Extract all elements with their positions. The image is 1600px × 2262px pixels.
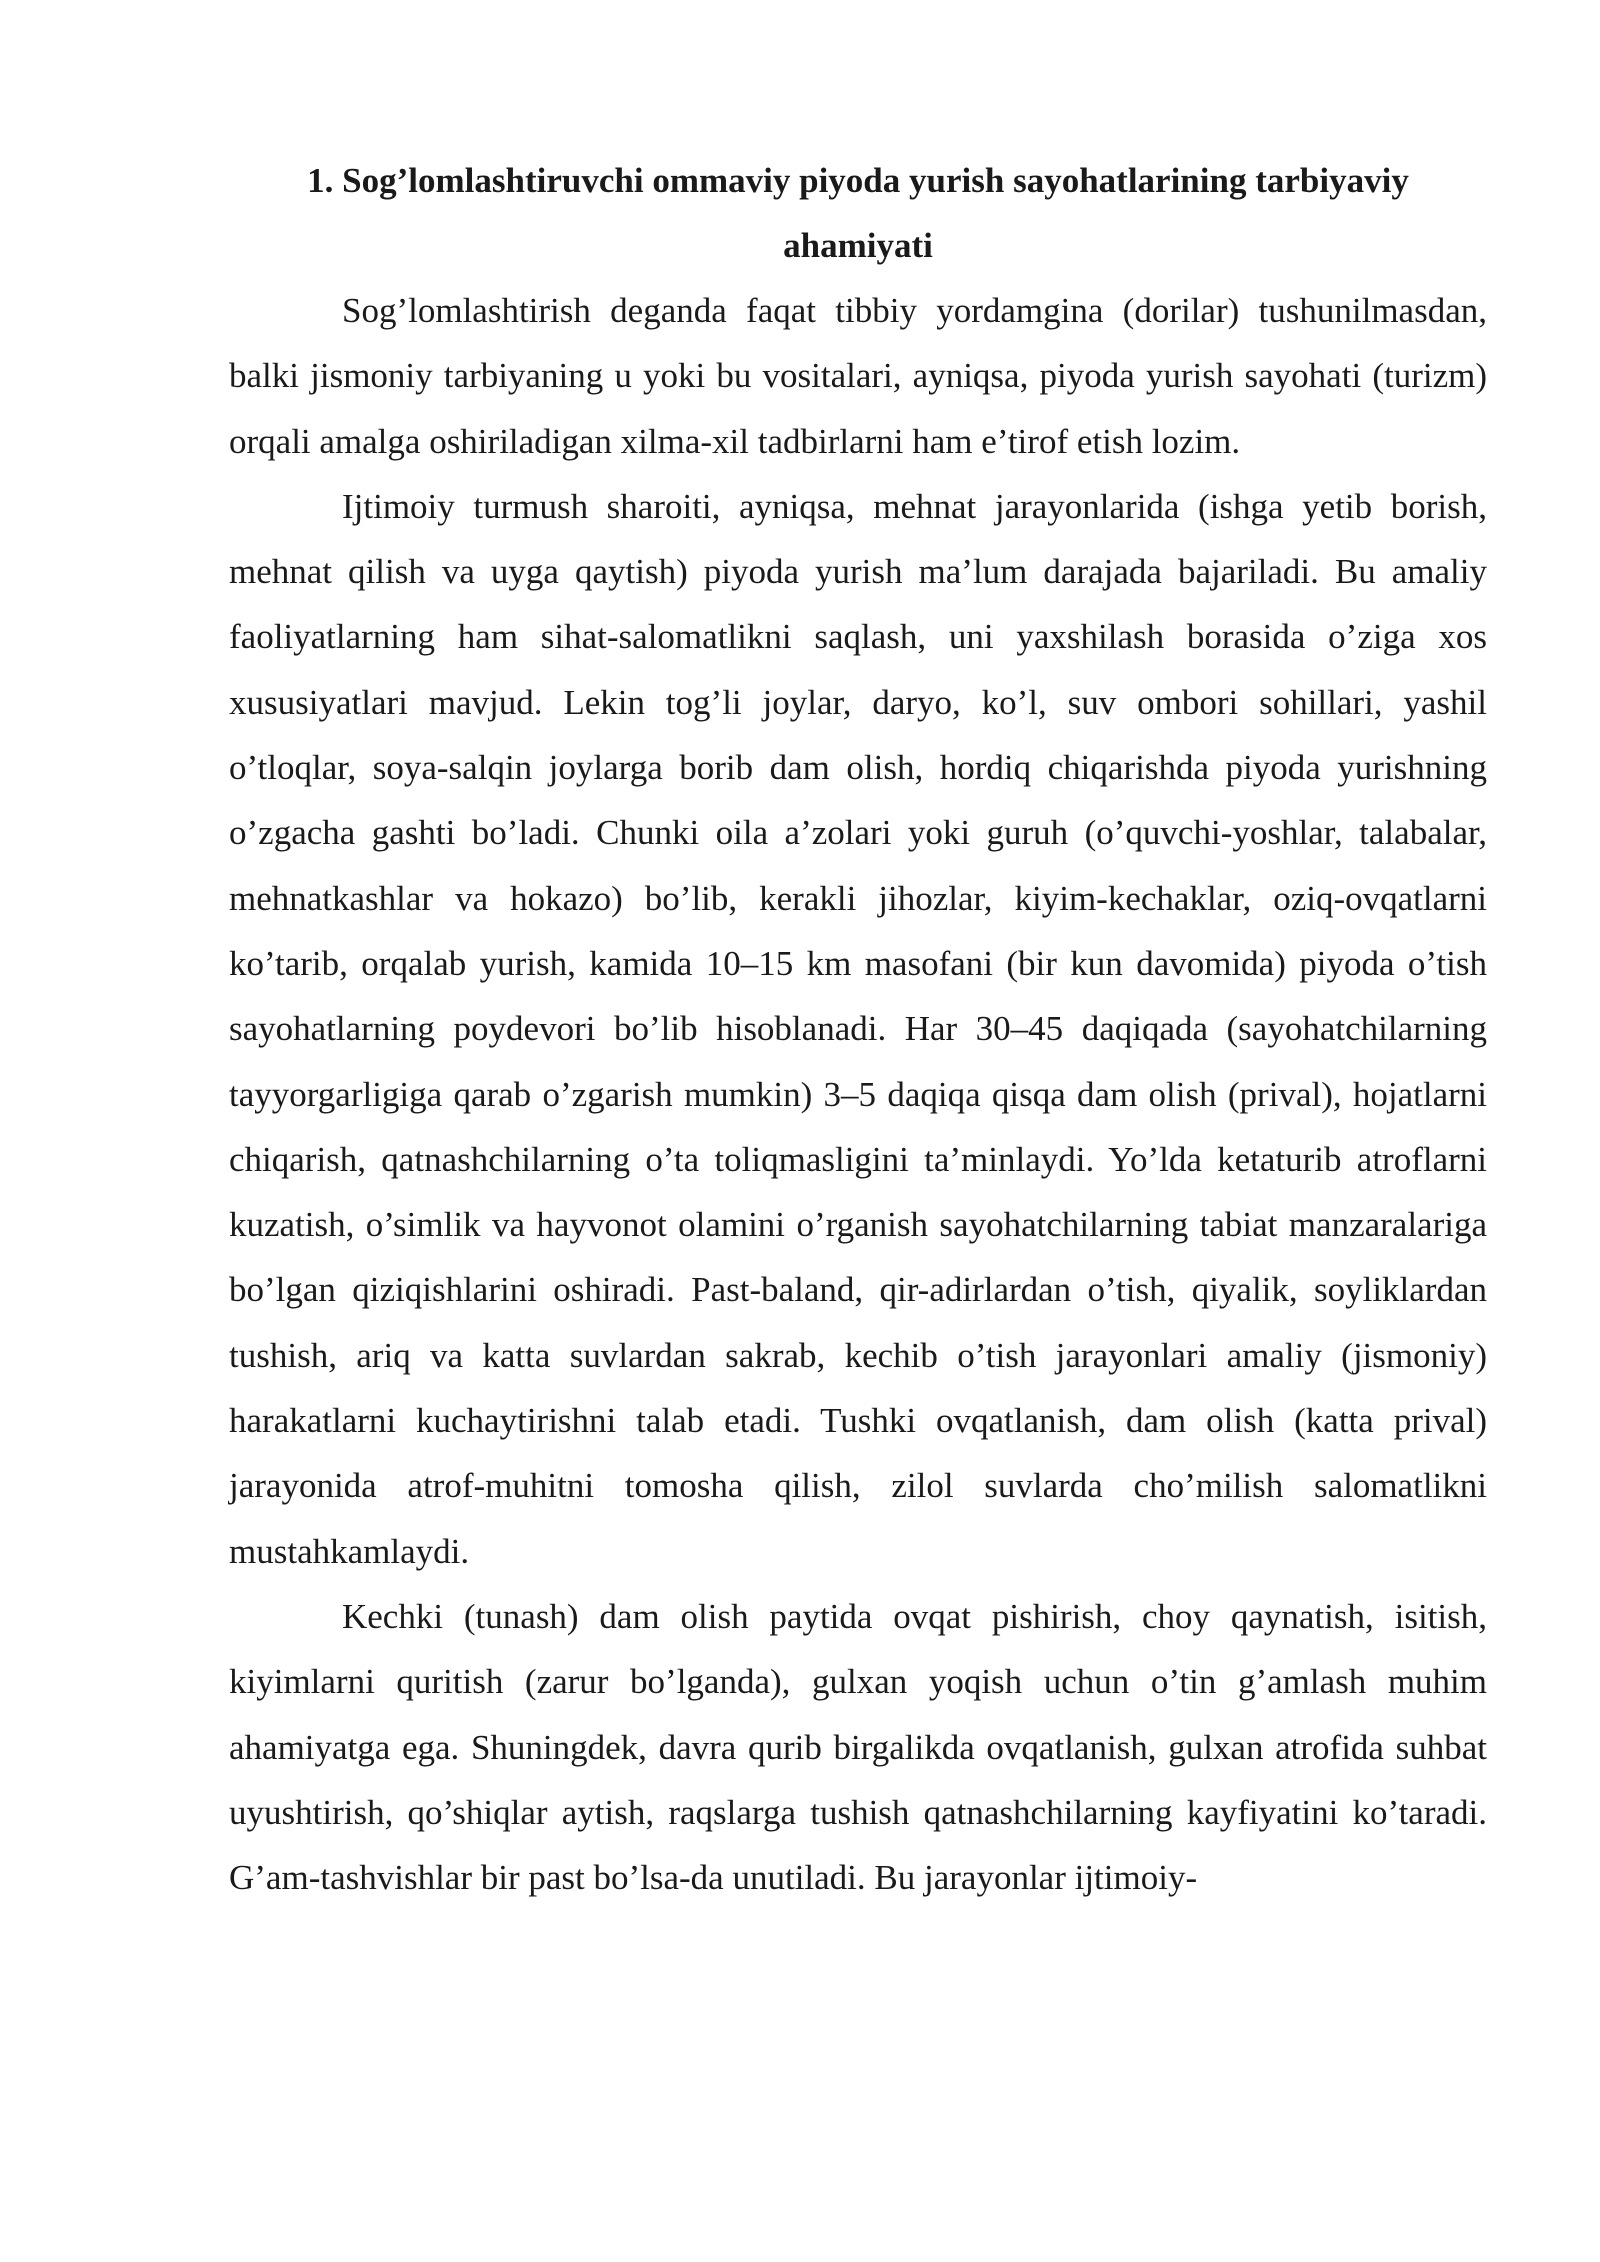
section-title: 1. Sog’lomlashtiruvchi ommaviy piyoda yurish sayohatlarining tarbiyaviy ahamiyati <box>307 161 1409 265</box>
paragraph-2: Ijtimoiy turmush sharoiti, ayniqsa, mehnat jarayonlarida (ishga yetib borish, mehnat qilish va uyga qaytish) piyoda yurish ma’lum darajada bajariladi. Bu amaliy faoliyatlarning ham sihat-salomatlikni saqlash, uni yaxshilash borasida o’ziga xos xususiyatlari mavjud. Lekin tog’li joylar, daryo, ko’l, suv ombori sohillari, yashil o’tloqlar, soya-salqin joylarga borib dam olish, hordiq chiqarishda piyoda yurishning o’zgacha gashti bo’ladi. Chunki oila a’zolari yoki guruh (o’quvchi-yoshlar, talabalar, mehnatkashlar va hokazo) bo’lib, kerakli jihozlar, kiyim-kechaklar, oziq-ovqatlarni ko’tarib, orqalab yurish, kamida 10–15 km masofani (bir kun davomida) piyoda o’tish sayohatlarning poydevori bo’lib hisoblanadi. Har 30–45 daqiqada (sayohatchilarning tayyorgarligiga qarab o’zgarish mumkin) 3–5 daqiqa qisqa dam olish (prival), hojatlarni chiqarish, qatnashchilarning o’ta toliqmasligini ta’minlaydi. Yo’lda ketaturib atroflarni kuzatish, o’simlik va hayvonot olamini o’rganish sayohatchilarning tabiat manzaralariga bo’lgan qiziqishlarini oshiradi. Past-baland, qir-adirlardan o’tish, qiyalik, soyliklardan tushish, ariq va katta suvlardan sakrab, kechib o’tish jarayonlari amaliy (jismoniy) harakatlarni kuchaytirishni talab etadi. Tushki ovqatlanish, dam olish (katta prival) jarayonida atrof-muhitni tomosha qilish, zilol suvlarda cho’milish salomatlikni mustahkamlaydi. <box>229 486 1487 1571</box>
document-page <box>229 148 1487 1910</box>
paragraph-3: Kechki (tunash) dam olish paytida ovqat pishirish, choy qaynatish, isitish, kiyimlarni quritish (zarur bo’lganda), gulxan yoqish uchun o’tin g’amlash muhim ahamiyatga ega. Shuningdek, davra qurib birgalikda ovqatlanish, gulxan atrofida suhbat uyushtirish, qo’shiqlar aytish, raqslarga tushish qatnashchilarning kayfiyatini ko’taradi. G’am-tashvishlar bir past bo’lsa-da unutiladi. Bu jarayonlar ijtimoiy- <box>229 1596 1487 1898</box>
paragraph-1: Sog’lomlashtirish deganda faqat tibbiy yordamgina (dorilar) tushunilmasdan, balki jismoniy tarbiyaning u yoki bu vositalari, ayniqsa, piyoda yurish sayohati (turizm) orqali amalga oshiriladigan xilma-xil tadbirlarni ham e’tirof etish lozim. <box>229 291 1487 461</box>
